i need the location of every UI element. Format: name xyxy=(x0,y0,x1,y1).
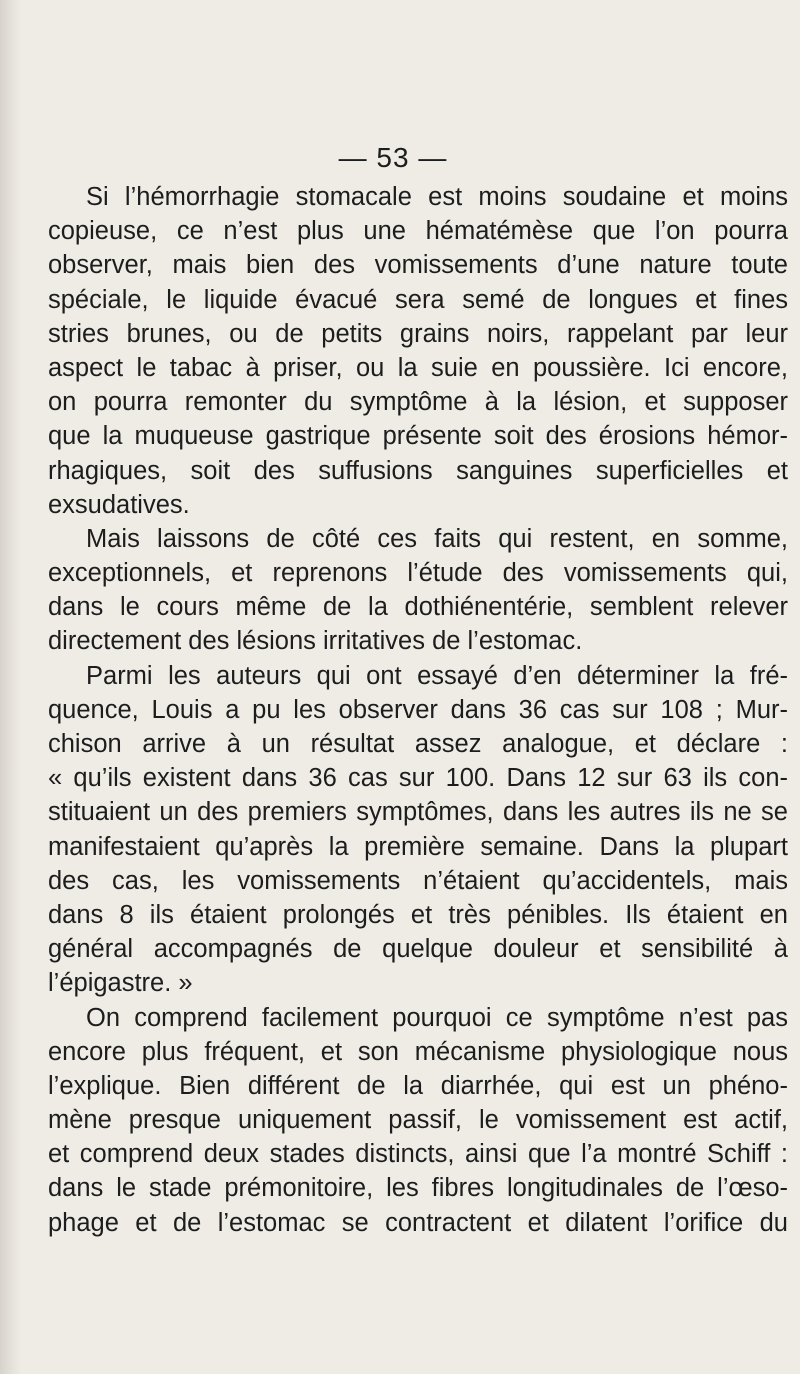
text-line: rhagiques, soit des suffusions sanguines superficielles et xyxy=(48,456,788,485)
text-line: l’épigastre. » xyxy=(48,969,193,998)
text-line: encore plus fréquent, et son mécanisme physiologique nous xyxy=(48,1037,788,1066)
text-line: phage et de l’estomac se contractent et dilatent l’orifice du xyxy=(48,1208,788,1237)
book-page xyxy=(48,0,800,1374)
text-line: manifestaient qu’après la première semaine. Dans la plupart xyxy=(48,832,788,861)
text-line: Mais laissons de côté ces faits qui restent, en somme, xyxy=(86,524,788,553)
text-line: exsudatives. xyxy=(48,490,190,519)
text-line: on pourra remonter du symptôme à la lésion, et supposer xyxy=(48,388,788,417)
text-line: Si l’hémorrhagie stomacale est moins soudaine et moins xyxy=(86,183,788,211)
text-line: aspect le tabac à priser, ou la suie en poussière. Ici encore, xyxy=(48,353,788,382)
text-line: directement des lésions irritatives de l’estomac. xyxy=(48,627,583,656)
text-line: dans 8 ils étaient prolongés et très pénibles. Ils étaient en xyxy=(48,900,788,929)
text-line: On comprend facilement pourquoi ce symptôme n’est pas xyxy=(86,1003,788,1032)
text-line: spéciale, le liquide évacué sera semé de longues et fines xyxy=(48,285,788,314)
text-line: Parmi les auteurs qui ont essayé d’en déterminer la fré- xyxy=(86,661,788,690)
text-line: mène presque uniquement passif, le vomissement est actif, xyxy=(48,1106,788,1135)
text-line: stries brunes, ou de petits grains noirs, rappelant par leur xyxy=(48,319,788,348)
text-line: général accompagnés de quelque douleur et sensibilité à xyxy=(48,935,788,964)
body-text xyxy=(48,180,788,1240)
text-line: des cas, les vomissements n’étaient qu’accidentels, mais xyxy=(48,866,788,895)
text-line: que la muqueuse gastrique présente soit des érosions hémor- xyxy=(48,422,788,451)
text-line: copieuse, ce n’est plus une hématémèse que l’on pourra xyxy=(48,217,788,246)
page-edge-shadow xyxy=(0,0,22,1374)
text-line: l’explique. Bien différent de la diarrhée, qui est un phéno- xyxy=(48,1071,788,1100)
text-line: dans le cours même de la dothiénentérie, semblent relever xyxy=(48,593,788,622)
text-line: stituaient un des premiers symptômes, dans les autres ils ne se xyxy=(48,798,788,827)
text-line: et comprend deux stades distincts, ainsi que l’a montré Schiff : xyxy=(48,1140,788,1169)
text-line: dans le stade prémonitoire, les fibres longitudinales de l’œso- xyxy=(48,1174,788,1203)
text-line: quence, Louis a pu les observer dans 36 cas sur 108 ; Mur- xyxy=(48,695,788,724)
page-number: — 53 — xyxy=(338,142,448,173)
text-line: exceptionnels, et reprenons l’étude des vomissements qui, xyxy=(48,559,788,588)
text-line: chison arrive à un résultat assez analogue, et déclare : xyxy=(48,730,788,758)
text-line: observer, mais bien des vomissements d’une nature toute xyxy=(48,251,788,280)
text-line: « qu’ils existent dans 36 cas sur 100. Dans 12 sur 63 ils con- xyxy=(48,764,788,793)
